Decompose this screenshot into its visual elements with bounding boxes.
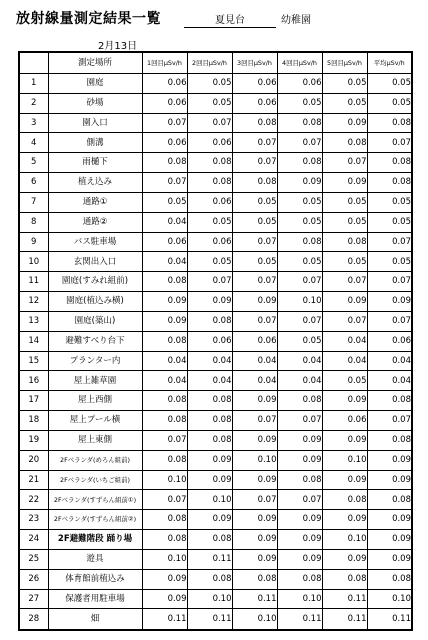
reading-value-2: 0.05: [187, 93, 232, 113]
reading-value-5: 0.11: [322, 589, 367, 609]
reading-value-5: 0.09: [322, 430, 367, 450]
reading-value-3: 0.09: [232, 530, 277, 550]
measurement-place: 園庭(すみれ組前): [48, 272, 142, 292]
reading-value-4: 0.10: [277, 589, 322, 609]
row-number: 12: [19, 292, 48, 312]
reading-value-2: 0.05: [187, 252, 232, 272]
reading-value-2: 0.04: [187, 351, 232, 371]
reading-value-1: 0.11: [142, 609, 187, 630]
reading-value-4: 0.09: [277, 530, 322, 550]
reading-value-2: 0.05: [187, 212, 232, 232]
average-value: 0.07: [367, 133, 412, 153]
reading-value-1: 0.06: [142, 232, 187, 252]
table-row: [19, 311, 412, 331]
table-row: [19, 272, 412, 292]
measurement-place: 2Fベランダ(すずらん組前①): [48, 490, 142, 510]
reading-value-5: 0.07: [322, 311, 367, 331]
reading-value-2: 0.06: [187, 232, 232, 252]
reading-value-1: 0.09: [142, 311, 187, 331]
measurement-place: 園庭(植込み横): [48, 292, 142, 312]
measurement-place: 畑: [48, 609, 142, 630]
reading-value-4: 0.08: [277, 470, 322, 490]
reading-value-4: 0.07: [277, 490, 322, 510]
reading-value-2: 0.08: [187, 153, 232, 173]
reading-value-5: 0.04: [322, 331, 367, 351]
reading-value-1: 0.04: [142, 351, 187, 371]
reading-value-2: 0.07: [187, 272, 232, 292]
measurement-place: 雨樋下: [48, 153, 142, 173]
reading-value-3: 0.04: [232, 371, 277, 391]
measurement-place: 避難すべり台下: [48, 331, 142, 351]
reading-value-2: 0.08: [187, 569, 232, 589]
reading-value-5: 0.09: [322, 391, 367, 411]
table-row: [19, 411, 412, 431]
reading-value-2: 0.09: [187, 470, 232, 490]
reading-value-2: 0.09: [187, 292, 232, 312]
reading-value-3: 0.08: [232, 569, 277, 589]
reading-value-2: 0.10: [187, 589, 232, 609]
reading-value-5: 0.10: [322, 450, 367, 470]
reading-value-5: 0.09: [322, 113, 367, 133]
reading-value-3: 0.09: [232, 470, 277, 490]
reading-value-2: 0.05: [187, 74, 232, 94]
reading-value-4: 0.04: [277, 371, 322, 391]
reading-value-1: 0.10: [142, 549, 187, 569]
reading-value-4: 0.07: [277, 411, 322, 431]
reading-value-3: 0.06: [232, 74, 277, 94]
reading-value-1: 0.07: [142, 430, 187, 450]
measurement-place: 2Fベランダ(いちご組前): [48, 470, 142, 490]
measurement-place: 通路①: [48, 192, 142, 212]
reading-value-2: 0.09: [187, 450, 232, 470]
average-value: 0.08: [367, 113, 412, 133]
row-number: 2: [19, 93, 48, 113]
reading-value-2: 0.10: [187, 490, 232, 510]
table-row: [19, 450, 412, 470]
reading-value-5: 0.07: [322, 153, 367, 173]
reading-value-5: 0.08: [322, 490, 367, 510]
reading-value-4: 0.05: [277, 93, 322, 113]
table-row: [19, 510, 412, 530]
reading-value-1: 0.08: [142, 450, 187, 470]
reading-value-3: 0.11: [232, 589, 277, 609]
reading-value-4: 0.05: [277, 192, 322, 212]
reading-value-5: 0.09: [322, 292, 367, 312]
reading-value-4: 0.04: [277, 351, 322, 371]
reading-value-1: 0.09: [142, 589, 187, 609]
reading-value-1: 0.06: [142, 133, 187, 153]
reading-value-5: 0.06: [322, 411, 367, 431]
header-row: [19, 52, 412, 74]
reading-value-1: 0.08: [142, 153, 187, 173]
row-number: 25: [19, 549, 48, 569]
row-number: 27: [19, 589, 48, 609]
reading-value-3: 0.09: [232, 391, 277, 411]
average-value: 0.09: [367, 510, 412, 530]
measurement-place: 屋上雑草園: [48, 371, 142, 391]
reading-value-5: 0.08: [322, 569, 367, 589]
average-value: 0.08: [367, 391, 412, 411]
table-row: [19, 490, 412, 510]
average-value: 0.07: [367, 232, 412, 252]
reading-value-2: 0.04: [187, 371, 232, 391]
reading-5-column-header: 5回目μSv/h: [322, 52, 367, 74]
average-value: 0.09: [367, 450, 412, 470]
results-table: [18, 51, 413, 631]
row-number: 3: [19, 113, 48, 133]
measurement-place: 園入口: [48, 113, 142, 133]
average-value: 0.07: [367, 272, 412, 292]
reading-value-4: 0.05: [277, 212, 322, 232]
table-row: [19, 252, 412, 272]
reading-value-5: 0.09: [322, 510, 367, 530]
reading-value-2: 0.06: [187, 192, 232, 212]
reading-value-2: 0.08: [187, 311, 232, 331]
table-row: [19, 212, 412, 232]
reading-value-1: 0.04: [142, 212, 187, 232]
reading-value-1: 0.09: [142, 569, 187, 589]
reading-value-3: 0.09: [232, 510, 277, 530]
reading-value-5: 0.05: [322, 252, 367, 272]
row-number: 17: [19, 391, 48, 411]
measurement-place: 保護者用駐車場: [48, 589, 142, 609]
reading-value-4: 0.08: [277, 569, 322, 589]
number-column-header: [19, 52, 48, 74]
reading-value-4: 0.08: [277, 391, 322, 411]
reading-value-3: 0.05: [232, 192, 277, 212]
page-title: 放射線量測定結果一覧: [16, 11, 161, 27]
average-value: 0.10: [367, 589, 412, 609]
average-value: 0.08: [367, 569, 412, 589]
reading-value-2: 0.07: [187, 113, 232, 133]
reading-value-1: 0.04: [142, 371, 187, 391]
average-value: 0.07: [367, 411, 412, 431]
reading-value-2: 0.08: [187, 411, 232, 431]
reading-value-5: 0.10: [322, 530, 367, 550]
reading-value-3: 0.04: [232, 351, 277, 371]
reading-value-1: 0.05: [142, 192, 187, 212]
reading-value-3: 0.08: [232, 113, 277, 133]
table-row: [19, 371, 412, 391]
reading-value-1: 0.08: [142, 411, 187, 431]
reading-value-4: 0.09: [277, 450, 322, 470]
row-number: 28: [19, 609, 48, 630]
reading-value-5: 0.05: [322, 74, 367, 94]
average-value: 0.05: [367, 252, 412, 272]
row-number: 24: [19, 530, 48, 550]
reading-value-5: 0.04: [322, 351, 367, 371]
table-row: [19, 292, 412, 312]
row-number: 22: [19, 490, 48, 510]
reading-value-5: 0.05: [322, 371, 367, 391]
measurement-place: 2Fベランダ(めろん組前): [48, 450, 142, 470]
table-row: [19, 113, 412, 133]
reading-value-4: 0.07: [277, 272, 322, 292]
reading-value-1: 0.04: [142, 252, 187, 272]
table-row: [19, 192, 412, 212]
reading-value-5: 0.09: [322, 549, 367, 569]
row-number: 1: [19, 74, 48, 94]
row-number: 10: [19, 252, 48, 272]
reading-value-4: 0.09: [277, 173, 322, 193]
row-number: 7: [19, 192, 48, 212]
measurement-place: 園庭(築山): [48, 311, 142, 331]
reading-value-1: 0.06: [142, 74, 187, 94]
reading-value-3: 0.08: [232, 173, 277, 193]
measurement-date: 2月13日: [98, 41, 138, 52]
reading-value-3: 0.07: [232, 311, 277, 331]
reading-value-5: 0.09: [322, 470, 367, 490]
row-number: 9: [19, 232, 48, 252]
average-value: 0.09: [367, 292, 412, 312]
facility-type: 幼稚園: [281, 15, 311, 26]
reading-value-3: 0.07: [232, 133, 277, 153]
reading-value-4: 0.05: [277, 331, 322, 351]
reading-value-4: 0.09: [277, 510, 322, 530]
average-value: 0.08: [367, 173, 412, 193]
average-value: 0.09: [367, 549, 412, 569]
average-value: 0.05: [367, 192, 412, 212]
table-row: [19, 530, 412, 550]
reading-value-4: 0.09: [277, 549, 322, 569]
reading-value-5: 0.05: [322, 192, 367, 212]
reading-value-1: 0.07: [142, 113, 187, 133]
average-value: 0.05: [367, 212, 412, 232]
reading-value-5: 0.07: [322, 272, 367, 292]
table-row: [19, 549, 412, 569]
reading-value-3: 0.10: [232, 609, 277, 630]
reading-value-3: 0.07: [232, 411, 277, 431]
reading-value-3: 0.07: [232, 272, 277, 292]
table-body: [19, 74, 412, 631]
measurement-place: 屋上西側: [48, 391, 142, 411]
reading-3-column-header: 3回目μSv/h: [232, 52, 277, 74]
reading-value-4: 0.07: [277, 311, 322, 331]
average-value: 0.06: [367, 331, 412, 351]
reading-value-1: 0.10: [142, 470, 187, 490]
row-number: 4: [19, 133, 48, 153]
measurement-place: 砂場: [48, 93, 142, 113]
table-row: [19, 589, 412, 609]
row-number: 19: [19, 430, 48, 450]
reading-value-5: 0.11: [322, 609, 367, 630]
measurement-place: プランター内: [48, 351, 142, 371]
reading-value-3: 0.09: [232, 549, 277, 569]
measurement-place: 体育館前植込み: [48, 569, 142, 589]
average-value: 0.07: [367, 311, 412, 331]
table-row: [19, 74, 412, 94]
reading-value-2: 0.08: [187, 530, 232, 550]
reading-value-2: 0.11: [187, 549, 232, 569]
reading-value-4: 0.08: [277, 113, 322, 133]
table-row: [19, 609, 412, 630]
location-name: 夏見台: [184, 14, 276, 28]
row-number: 21: [19, 470, 48, 490]
measurement-place: 通路②: [48, 212, 142, 232]
reading-value-3: 0.05: [232, 212, 277, 232]
measurement-place: 植え込み: [48, 173, 142, 193]
reading-value-2: 0.08: [187, 173, 232, 193]
reading-value-3: 0.06: [232, 93, 277, 113]
reading-value-1: 0.09: [142, 292, 187, 312]
reading-value-1: 0.07: [142, 173, 187, 193]
row-number: 16: [19, 371, 48, 391]
row-number: 13: [19, 311, 48, 331]
row-number: 5: [19, 153, 48, 173]
table-row: [19, 153, 412, 173]
reading-value-3: 0.09: [232, 430, 277, 450]
reading-value-2: 0.06: [187, 133, 232, 153]
table-row: [19, 351, 412, 371]
reading-value-3: 0.10: [232, 450, 277, 470]
row-number: 23: [19, 510, 48, 530]
table-row: [19, 232, 412, 252]
row-number: 20: [19, 450, 48, 470]
reading-value-4: 0.11: [277, 609, 322, 630]
table-row: [19, 430, 412, 450]
reading-1-column-header: 1回目μSv/h: [142, 52, 187, 74]
reading-value-5: 0.05: [322, 212, 367, 232]
table-row: [19, 470, 412, 490]
reading-value-1: 0.08: [142, 530, 187, 550]
row-number: 15: [19, 351, 48, 371]
average-value: 0.08: [367, 153, 412, 173]
reading-value-4: 0.09: [277, 430, 322, 450]
measurement-place: 玄関出入口: [48, 252, 142, 272]
measurement-place: 屋上東側: [48, 430, 142, 450]
table-row: [19, 173, 412, 193]
reading-value-5: 0.08: [322, 133, 367, 153]
average-value: 0.08: [367, 490, 412, 510]
row-number: 18: [19, 411, 48, 431]
reading-value-4: 0.07: [277, 133, 322, 153]
measurement-place: バス駐車場: [48, 232, 142, 252]
reading-value-2: 0.08: [187, 391, 232, 411]
reading-4-column-header: 4回目μSv/h: [277, 52, 322, 74]
table-row: [19, 569, 412, 589]
measurement-place: 屋上プール横: [48, 411, 142, 431]
reading-value-3: 0.07: [232, 490, 277, 510]
reading-value-2: 0.09: [187, 510, 232, 530]
reading-value-1: 0.07: [142, 490, 187, 510]
row-number: 11: [19, 272, 48, 292]
reading-value-5: 0.09: [322, 173, 367, 193]
reading-value-4: 0.05: [277, 252, 322, 272]
reading-value-4: 0.08: [277, 232, 322, 252]
row-number: 6: [19, 173, 48, 193]
reading-value-4: 0.10: [277, 292, 322, 312]
average-column-header: 平均μSv/h: [367, 52, 412, 74]
average-value: 0.09: [367, 530, 412, 550]
average-value: 0.05: [367, 93, 412, 113]
table-row: [19, 133, 412, 153]
average-value: 0.09: [367, 470, 412, 490]
table-row: [19, 391, 412, 411]
row-number: 14: [19, 331, 48, 351]
reading-value-4: 0.06: [277, 74, 322, 94]
table-row: [19, 93, 412, 113]
reading-value-1: 0.08: [142, 331, 187, 351]
reading-value-2: 0.08: [187, 430, 232, 450]
average-value: 0.08: [367, 430, 412, 450]
average-value: 0.11: [367, 609, 412, 630]
average-value: 0.04: [367, 371, 412, 391]
reading-value-5: 0.05: [322, 93, 367, 113]
reading-value-2: 0.06: [187, 331, 232, 351]
reading-value-3: 0.07: [232, 232, 277, 252]
row-number: 8: [19, 212, 48, 232]
row-number: 26: [19, 569, 48, 589]
reading-value-3: 0.06: [232, 331, 277, 351]
reading-value-1: 0.08: [142, 391, 187, 411]
average-value: 0.05: [367, 74, 412, 94]
measurement-place: 側溝: [48, 133, 142, 153]
measurement-place: 遊具: [48, 549, 142, 569]
reading-value-1: 0.08: [142, 272, 187, 292]
table-row: [19, 331, 412, 351]
measurement-place: 2F避難階段 踊り場: [48, 530, 142, 550]
reading-value-1: 0.06: [142, 93, 187, 113]
reading-value-2: 0.11: [187, 609, 232, 630]
reading-value-5: 0.08: [322, 232, 367, 252]
place-column-header: 測定場所: [48, 52, 142, 74]
reading-value-3: 0.09: [232, 292, 277, 312]
reading-value-3: 0.05: [232, 252, 277, 272]
reading-value-3: 0.07: [232, 153, 277, 173]
reading-value-4: 0.08: [277, 153, 322, 173]
measurement-place: 園庭: [48, 74, 142, 94]
reading-value-1: 0.08: [142, 510, 187, 530]
average-value: 0.04: [367, 351, 412, 371]
reading-2-column-header: 2回目μSv/h: [187, 52, 232, 74]
measurement-place: 2Fベランダ(すずらん組前②): [48, 510, 142, 530]
